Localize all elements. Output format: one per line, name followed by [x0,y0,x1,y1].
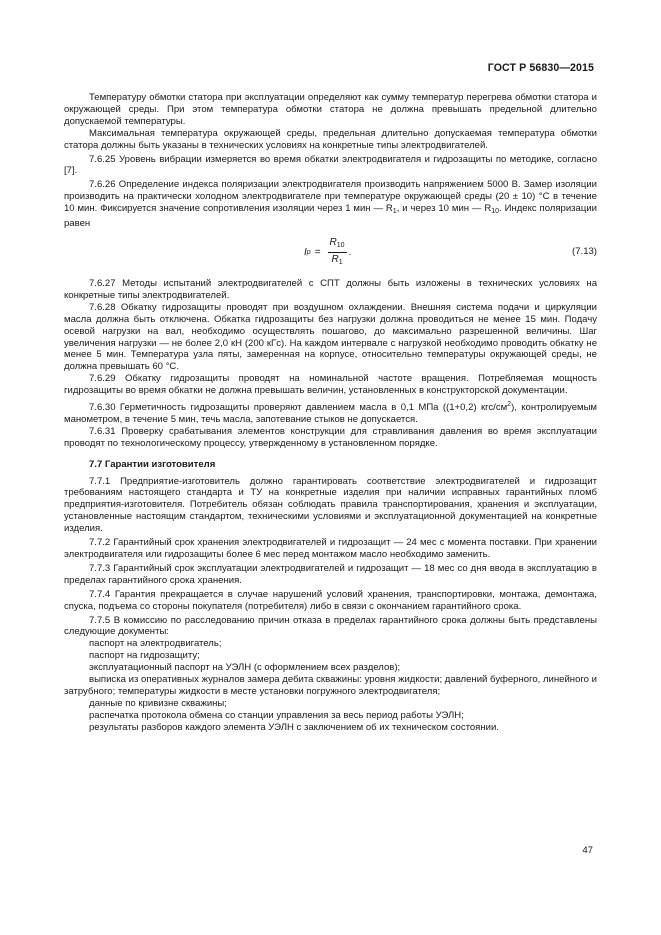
polarization-index-formula [64,234,597,272]
standard-code-header: ГОСТ Р 56830—2015 [487,62,594,74]
equation-number: (7.13) [572,245,597,257]
list-item: данные по кривизне скважины; [89,697,227,709]
documents-list [64,638,597,733]
paragraph-7-6-25: 7.6.25 Уровень вибрации измеряется во время обкатки электродвигателя и гидрозащиты по методике, согласно [7]. [64,153,597,177]
paragraph-7-6-27: 7.6.27 Методы испытаний электродвигателей с СПТ должны быть изложены в технических условиях на конкретные типы электродвигателей. [64,277,597,301]
formula-expression: I p = $\frac{R_{10}}{R_1}$ . [304,234,351,272]
paragraph-7-6-30: 7.6.30 Герметичность гидрозащиты проверяют давлением масла в 0,1 МПа ((1+0,2) кгс/$см^2$), контролируемым манометром, в течение 5 мин, течь масла, запотевание стыков не допускается. [64,401,597,425]
list-item: результаты разборов каждого элемента УЭЛН с заключением об их техническом состоянии. [89,721,499,733]
paragraph: Максимальная температура окружающей среды, предельная длительно допускаемая температура обмотки статора должны быть указаны в технических условиях на конкретные типы электродвигателей. [64,127,597,151]
paragraph-7-6-29: 7.6.29 Обкатку гидрозащиты проводят на номинальной частоте вращения. Потребляемая мощность гидрозащиты во время обкатки не должна превышать величин, установленных в конструкторской документации. [64,373,597,397]
paragraph-7-7-5: 7.7.5 В комиссию по расследованию причин отказа в пределах гарантийного срока должны быть представлены следующие документы: [64,614,597,638]
section-title: 7.7 Гарантии изготовителя [89,458,216,470]
list-item: распечатка протокола обмена со станции управления за весь период работы УЭЛН; [89,709,464,721]
paragraph-7-6-31: 7.6.31 Проверку срабатывания элементов конструкции для стравливания давления во время эксплуатации проводят по технологическому процессу, утвержденному в установленном порядке. [64,425,597,449]
list-item: эксплуатационный паспорт на УЭЛН (с оформлением всех разделов); [89,662,401,674]
page-number: 47 [582,845,593,856]
paragraph-7-7-4: 7.7.4 Гарантия прекращается в случае нарушений условий хранения, транспортировки, монтажа, демонтажа, спуска, подъема со стороны покупателя (потребителя) либо в связи с окончанием гарантийного срока. [64,588,597,612]
document-body [64,92,597,734]
paragraph-7-7-2: 7.7.2 Гарантийный срок хранения электродвигателей и гидрозащит — 24 мес с момента поставки. При хранении электродвигателя или гидрозащиты более 6 мес перед монтажом масло необходимо заменить. [64,537,597,560]
list-item: паспорт на электродвигатель; [89,638,222,650]
paragraph-7-6-28: 7.6.28 Обкатку гидрозащиты проводят при воздушном охлаждении. Внешняя система подачи и циркуляции масла должна быть отключена. Обкатка гидрозащиты без нагрузки должна проводиться не менее 15 мин. Подачу осевой нагрузки на вал, необходимо осуществлять пошагово, до максимально разрешенной величины. Шаг увеличения нагрузки — не более 2,0 кН (200 кГс). На каждом интервале с нагрузкой необходимо проводить обкатку не менее 5 мин. Температура узла пяты, замеренная на корпусе, относительно температуры окружающей среды, не должна превышать 60 °С. [64,301,597,373]
paragraph-7-6-26: 7.6.26 Определение индекса поляризации электродвигателя производить напряжением 5000 В. Замер изоляции производить на практически холодном электродвигателе при температуре окружающей среды (20 ± 10) °С в течение 10 мин. Фиксируется значение сопротивления изоляции через 1 мин — $R_1$, и через 10 мин — $R_{10}$. Индекс поляризации равен [64,179,597,230]
list-item: паспорт на гидрозащиту; [89,650,200,662]
paragraph-7-7-1: 7.7.1 Предприятие-изготовитель должно гарантировать соответствие электродвигателей и гидрозащит требованиям настоящего стандарта и ТУ на конкретные изделия при наличии исправных гарантийных пломб предприятия-изготовителя. Потребитель обязан соблюдать правила транспортирования, хранения и эксплуатации, установленные настоящим стандартом, техническими условиями и эксплуатационной документацией на конкретные изделия. [64,475,597,535]
paragraph: Температуру обмотки статора при эксплуатации определяют как сумму температур перегрева обмотки статора и окружающей среды. При этом температура обмотки статора не должна превышать предельной длительно допускаемой температуры. [64,92,597,127]
formula-fraction: $\frac{R_{10}}{R_1}$ [329,236,345,267]
list-item: выписка из оперативных журналов замера дебита скважины: уровня жидкости; давлений буферного, линейного и затрубного; температуры жидкости в месте установки погружного электродвигателя; [64,674,597,697]
paragraph-7-7-3: 7.7.3 Гарантийный срок эксплуатации электродвигателей и гидрозащит — 18 мес со дня ввода в эксплуатацию в пределах гарантийного срока хранения. [64,562,597,586]
